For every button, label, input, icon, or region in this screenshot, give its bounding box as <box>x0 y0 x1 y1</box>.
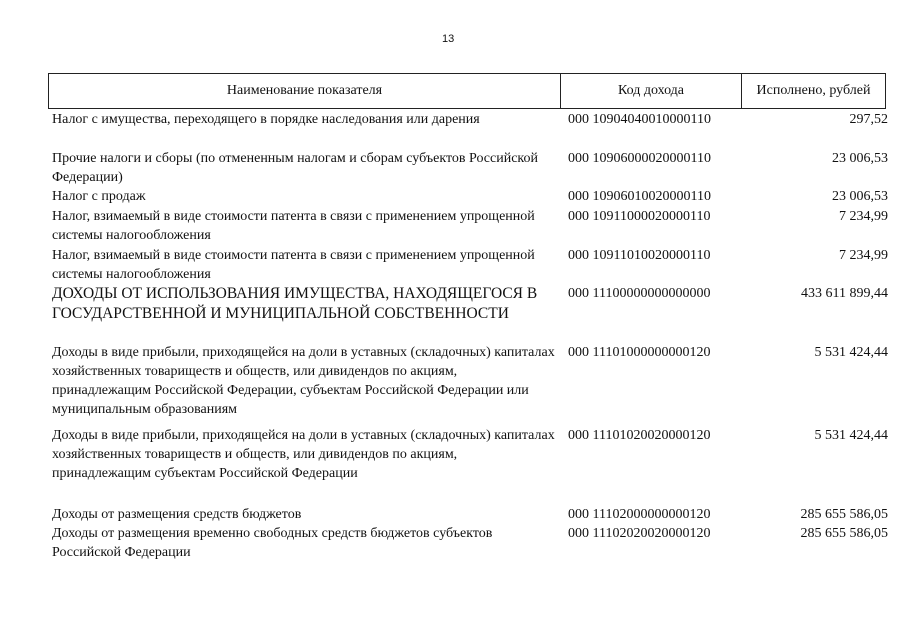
row-name: ДОХОДЫ ОТ ИСПОЛЬЗОВАНИЯ ИМУЩЕСТВА, НАХОДЯЩЕГОСЯ В ГОСУДАРСТВЕННОЙ И МУНИЦИПАЛЬНОЙ СОБСТВЕННОСТИ <box>52 285 538 322</box>
row-name: Налог, взимаемый в виде стоимости патента в связи с применением упрощенной системы налогообложения <box>52 248 535 282</box>
row-code: 000 10911010020000110 <box>568 248 711 263</box>
row-code: 000 10911000020000110 <box>568 209 711 224</box>
row-code: 000 11100000000000000 <box>568 286 711 301</box>
row-amount: 23 006,53 <box>832 189 888 204</box>
row-name: Налог, взимаемый в виде стоимости патента в связи с применением упрощенной системы налогообложения <box>52 209 535 243</box>
row-code: 000 11101020020000120 <box>568 428 711 443</box>
header-name: Наименование показателя <box>49 74 561 108</box>
row-amount: 433 611 899,44 <box>801 286 888 301</box>
row-name: Доходы от размещения средств бюджетов <box>52 507 302 522</box>
row-code: 000 10906010020000110 <box>568 189 711 204</box>
row-name: Налог с имущества, переходящего в порядке наследования или дарения <box>52 112 480 127</box>
header-amount: Исполнено, рублей <box>756 83 871 98</box>
row-code: 000 10904040010000110 <box>568 112 711 127</box>
row-name: Доходы в виде прибыли, приходящейся на доли в уставных (складочных) капиталах хозяйственных товариществ и обществ, или дивидендов по акциям, принадлежащим Российской Федерации, субъектам Российской Федерации или муниципальным образованиям <box>52 345 555 417</box>
row-amount: 285 655 586,05 <box>800 507 888 522</box>
page-number: 13 <box>442 33 455 45</box>
row-name: Прочие налоги и сборы (по отмененным налогам и сборам субъектов Российской Федерации) <box>52 151 539 185</box>
row-code: 000 11102000000000120 <box>568 507 711 522</box>
row-code: 000 11102020020000120 <box>568 526 711 541</box>
row-code: 000 11101000000000120 <box>568 345 711 360</box>
row-amount: 297,52 <box>849 112 888 127</box>
row-amount: 5 531 424,44 <box>814 428 888 443</box>
row-amount: 7 234,99 <box>839 248 888 263</box>
row-name: Доходы от размещения временно свободных средств бюджетов субъектов Российской Федерации <box>52 526 493 560</box>
row-amount: 7 234,99 <box>839 209 888 224</box>
row-amount: 5 531 424,44 <box>814 345 888 360</box>
row-amount: 285 655 586,05 <box>800 526 888 541</box>
row-code: 000 10906000020000110 <box>568 151 711 166</box>
header-code: Код дохода <box>561 74 742 108</box>
row-name: Доходы в виде прибыли, приходящейся на доли в уставных (складочных) капиталах хозяйственных товариществ и обществ, или дивидендов по акциям, принадлежащим субъектам Российской Федерации <box>52 428 555 481</box>
row-name: Налог с продаж <box>52 189 146 204</box>
table-header <box>48 73 886 109</box>
row-amount: 23 006,53 <box>832 151 888 166</box>
